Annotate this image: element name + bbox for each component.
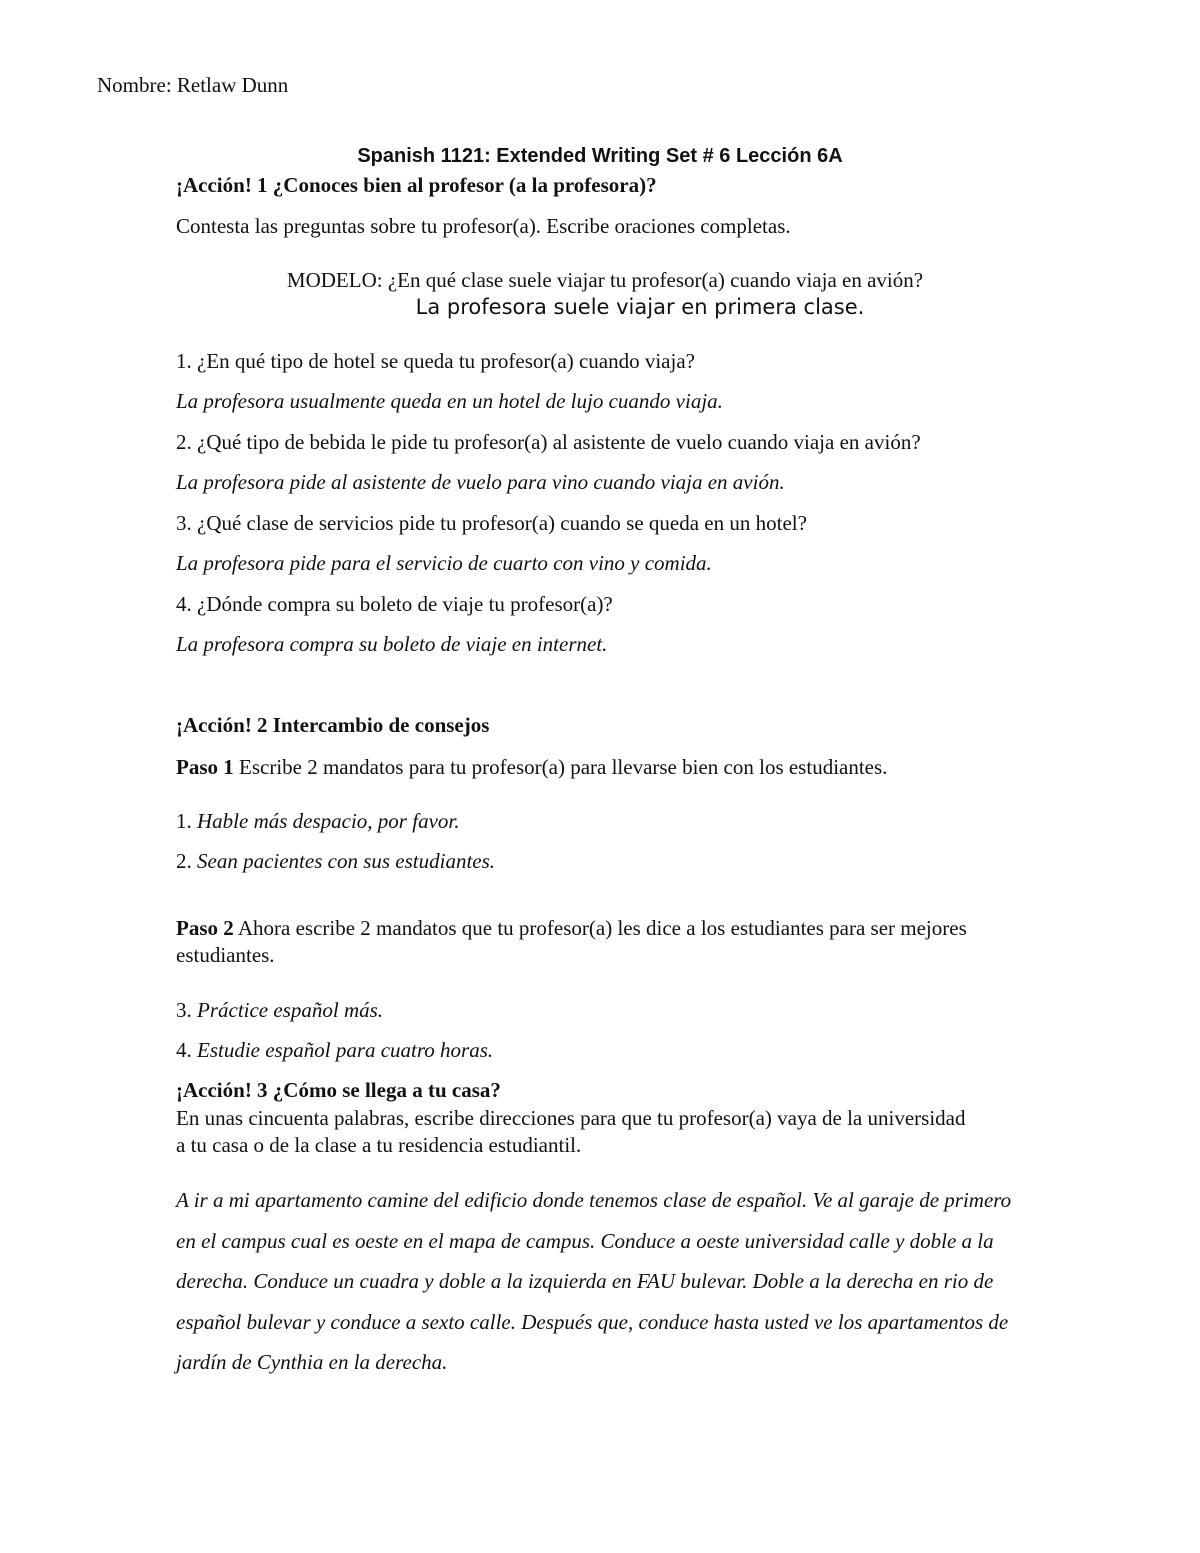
item-number: 1. [176,809,197,833]
document-title: Spanish 1121: Extended Writing Set # 6 Lección 6A [357,145,843,167]
item-text: Hable más despacio, por favor. [197,809,460,833]
item-number: 4. [176,1038,197,1062]
section3-heading: ¡Acción! 3 ¿Cómo se llega a tu casa? [176,1078,501,1102]
paso1-label: Paso 1 [176,755,234,779]
item-number: 3. [176,998,197,1022]
item-text: Estudie español para cuatro horas. [197,1038,494,1062]
model-question: MODELO: ¿En qué clase suele viajar tu profesor(a) cuando viaja en avión? [286,268,924,292]
answer-1: La profesora usualmente queda en un hotel de lujo cuando viaja. [176,389,723,413]
paso1-item-2 [176,849,495,874]
section3-answer: A ir a mi apartamento camine del edificio donde tenemos clase de español. Ve al garaje de primero en el campus cual es oeste en el mapa de campus. Conduce a oeste universidad calle y doble a la derecha. Conduce un cuadra y doble a la izquierda en FAU bulevar. Doble a la derecha en rio de español bulevar y conduce a sexto calle. Después que, conduce hasta usted ve los apartamentos de jardín de Cynthia en la derecha. [176,1188,1012,1374]
item-number: 2. [176,849,197,873]
paso2-paragraph [176,915,1006,969]
question-3: 3. ¿Qué clase de servicios pide tu profesor(a) cuando se queda en un hotel? [176,511,807,535]
paso2-text: Ahora escribe 2 mandatos que tu profesor(a) les dice a los estudiantes para ser mejores estudiantes. [176,916,967,967]
question-1: 1. ¿En qué tipo de hotel se queda tu profesor(a) cuando viaja? [176,349,695,373]
paso2-item-4 [176,1038,493,1063]
answer-4: La profesora compra su boleto de viaje en internet. [176,632,608,656]
paso2-item-3 [176,998,383,1023]
question-4: 4. ¿Dónde compra su boleto de viaje tu profesor(a)? [176,592,613,616]
question-2: 2. ¿Qué tipo de bebida le pide tu profesor(a) al asistente de vuelo cuando viaja en avión? [176,430,921,454]
paso2-label: Paso 2 [176,916,234,940]
section1-instructions: Contesta las preguntas sobre tu profesor(a). Escribe oraciones completas. [176,214,791,238]
paso1-line [176,755,887,780]
answer-2: La profesora pide al asistente de vuelo para vino cuando viaja en avión. [176,470,785,494]
item-text: Sean pacientes con sus estudiantes. [197,849,496,873]
student-name: Nombre: Retlaw Dunn [97,73,289,97]
paso1-text: Escribe 2 mandatos para tu profesor(a) para llevarse bien con los estudiantes. [233,755,888,779]
model-answer: La profesora suele viajar en primera clase. [415,295,865,319]
answer-3: La profesora pide para el servicio de cuarto con vino y comida. [176,551,712,575]
item-text: Práctice español más. [197,998,384,1022]
paso1-item-1 [176,809,459,834]
section2-heading: ¡Acción! 2 Intercambio de consejos [176,713,490,737]
section3-instructions: En unas cincuenta palabras, escribe direcciones para que tu profesor(a) vaya de la universidad a tu casa o de la clase a tu residencia estudiantil. [176,1106,966,1157]
section1-heading: ¡Acción! 1 ¿Conoces bien al profesor (a la profesora)? [176,173,657,197]
